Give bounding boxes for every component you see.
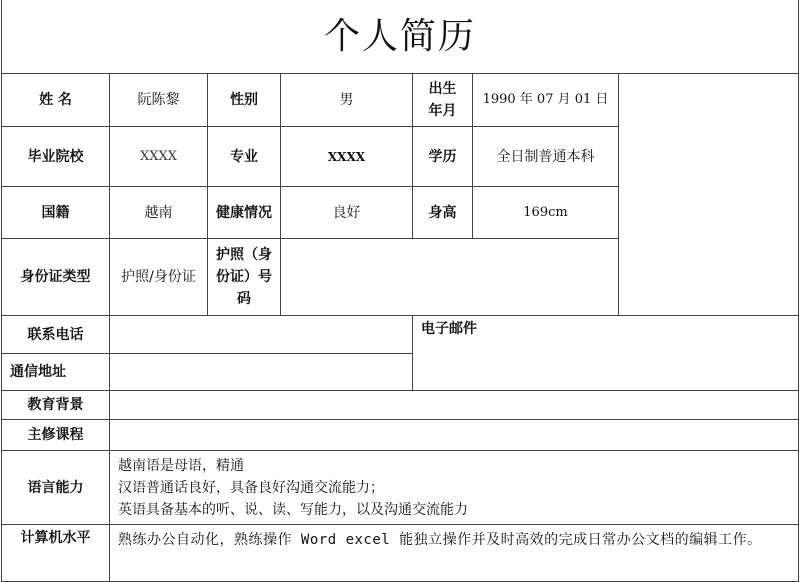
phone-value[interactable] [109, 315, 413, 354]
nationality-value[interactable]: 越南 [109, 186, 208, 239]
nationality-label: 国籍 [1, 186, 110, 239]
school-label: 毕业院校 [1, 126, 110, 187]
birth-label: 出生年月 [412, 73, 473, 127]
education-value[interactable] [109, 390, 799, 420]
id-number-value[interactable] [280, 238, 619, 316]
photo-cell[interactable] [618, 73, 799, 316]
language-line: 英语具备基本的听、说、读、写能力，以及沟通交流能力 [118, 501, 468, 518]
id-number-label: 护照（身份证）号码 [207, 238, 281, 316]
phone-label: 联系电话 [1, 315, 110, 354]
address-label: 通信地址 [1, 353, 110, 391]
health-value[interactable]: 良好 [280, 186, 413, 239]
language-line: 汉语普通话良好，具备良好沟通交流能力； [118, 479, 384, 496]
language-line: 越南语是母语，精通 [118, 457, 244, 474]
language-label: 语言能力 [1, 450, 110, 525]
id-type-label: 身份证类型 [1, 238, 110, 316]
courses-value[interactable] [109, 419, 799, 451]
address-value[interactable] [109, 353, 413, 391]
courses-label: 主修课程 [1, 419, 110, 451]
birth-value[interactable]: 1990 年 07 月 01 日 [472, 73, 619, 127]
school-value[interactable]: XXXX [109, 126, 208, 187]
id-type-value[interactable]: 护照/身份证 [109, 238, 208, 316]
computer-value[interactable]: 熟练办公自动化，熟练操作 Word excel 能独立操作并及时高效的完成日常办公文档的编辑工作。 [109, 524, 799, 582]
language-value[interactable] [109, 450, 799, 525]
education-label: 教育背景 [1, 390, 110, 420]
degree-value[interactable]: 全日制普通本科 [472, 126, 619, 187]
major-label: 专业 [207, 126, 281, 187]
gender-label: 性别 [207, 73, 281, 127]
height-value[interactable]: 169cm [472, 186, 619, 239]
computer-label: 计算机水平 [1, 524, 110, 582]
resume-title: 个人简历 [1, 0, 799, 74]
degree-label: 学历 [412, 126, 473, 187]
email-label[interactable]: 电子邮件 [412, 315, 799, 391]
health-label: 健康情况 [207, 186, 281, 239]
name-value[interactable]: 阮陈黎 [109, 73, 208, 127]
gender-value[interactable]: 男 [280, 73, 413, 127]
name-label: 姓 名 [1, 73, 110, 127]
major-value[interactable]: XXXX [280, 126, 413, 187]
height-label: 身高 [412, 186, 473, 239]
